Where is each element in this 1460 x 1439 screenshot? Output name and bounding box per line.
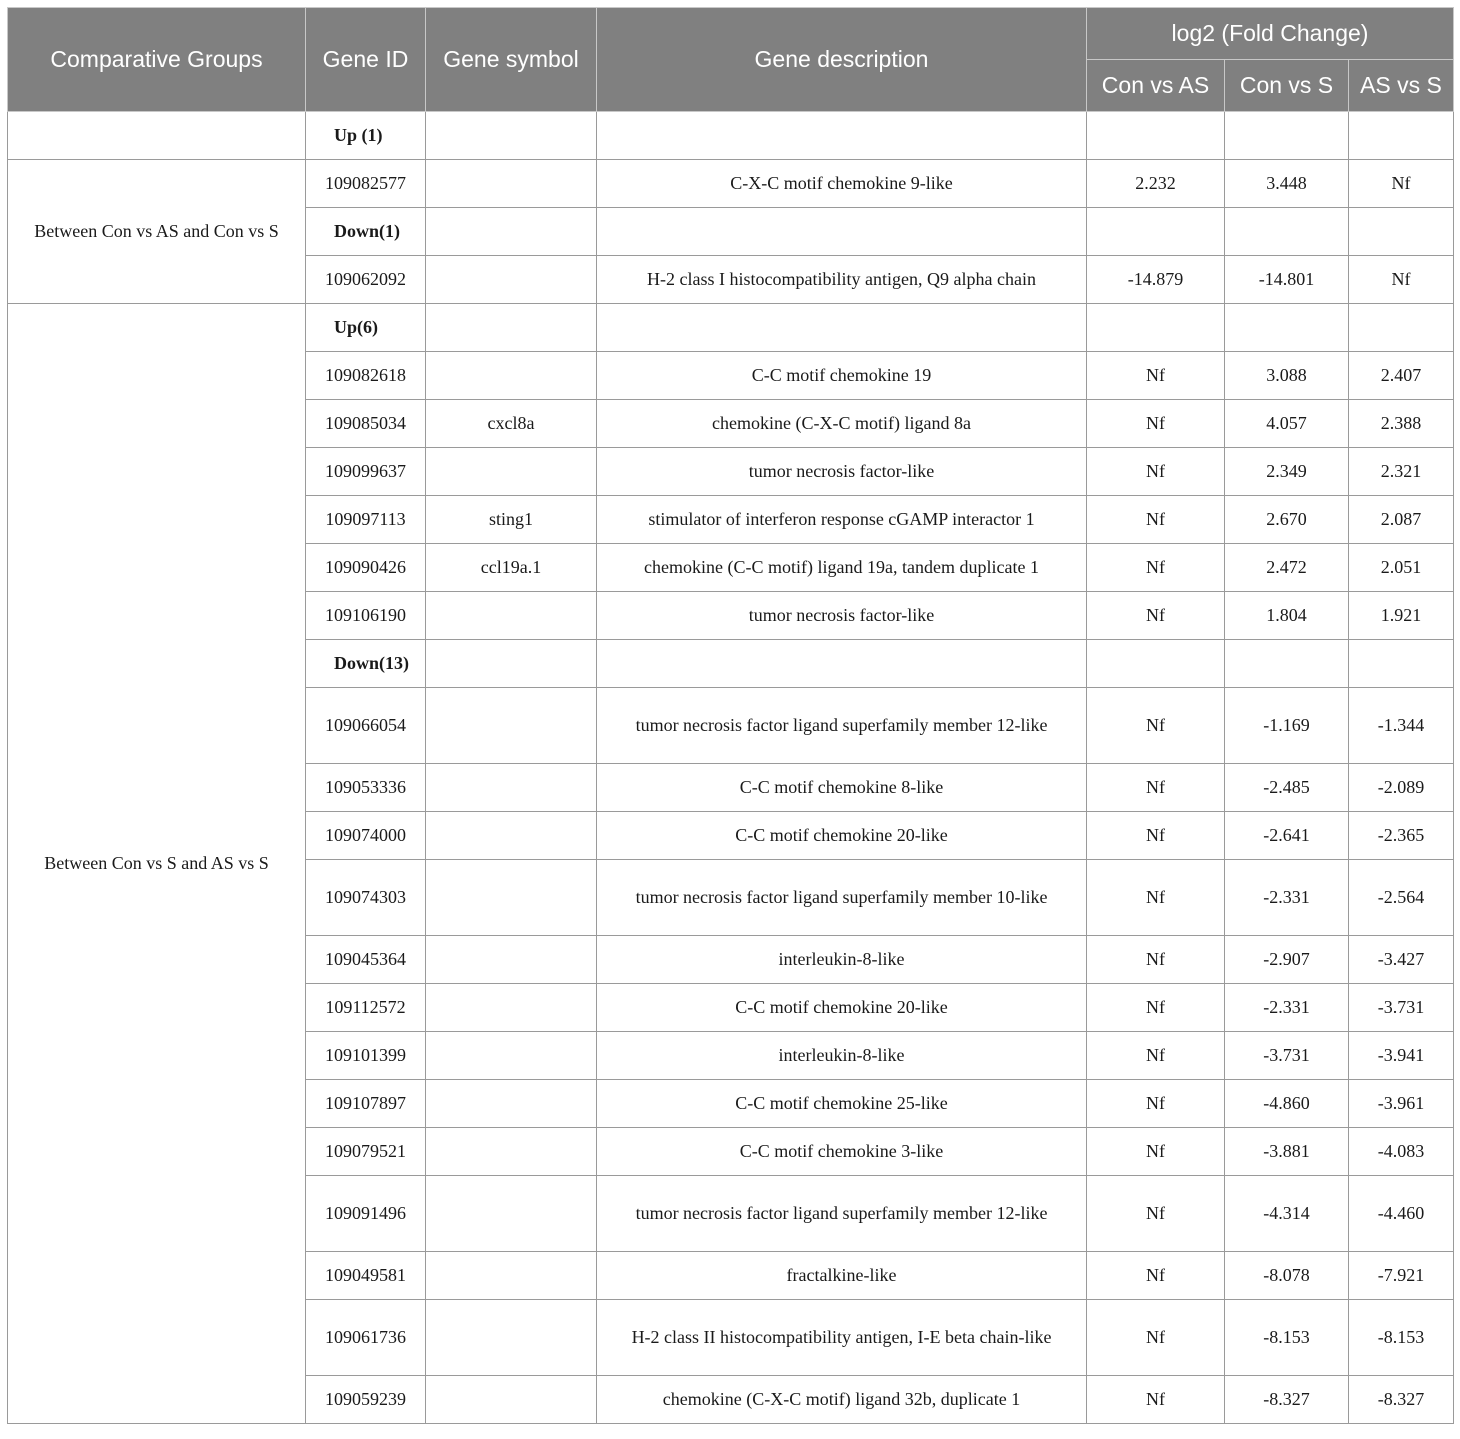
as-vs-s-cell: Nf bbox=[1349, 256, 1454, 304]
gene-id-cell: 109085034 bbox=[306, 400, 426, 448]
gene-description-cell: tumor necrosis factor ligand superfamily member 10-like bbox=[597, 860, 1087, 936]
as-vs-s-cell: 2.087 bbox=[1349, 496, 1454, 544]
con-vs-s-cell: 1.804 bbox=[1225, 592, 1349, 640]
header-gene-id: Gene ID bbox=[306, 8, 426, 112]
con-vs-as-cell: Nf bbox=[1087, 1376, 1225, 1424]
gene-id-cell: 109074000 bbox=[306, 812, 426, 860]
gene-symbol-cell bbox=[426, 688, 597, 764]
header-con-vs-s: Con vs S bbox=[1225, 60, 1349, 112]
gene-description-cell: chemokine (C-X-C motif) ligand 8a bbox=[597, 400, 1087, 448]
empty-cell bbox=[1225, 112, 1349, 160]
gene-description-cell: chemokine (C-X-C motif) ligand 32b, duplicate 1 bbox=[597, 1376, 1087, 1424]
con-vs-s-cell: 2.670 bbox=[1225, 496, 1349, 544]
group-name: Between Con vs S and AS vs S bbox=[8, 304, 306, 1424]
con-vs-s-cell: -3.731 bbox=[1225, 1032, 1349, 1080]
con-vs-as-cell: Nf bbox=[1087, 1128, 1225, 1176]
con-vs-as-cell: Nf bbox=[1087, 812, 1225, 860]
gene-id-cell: 109099637 bbox=[306, 448, 426, 496]
empty-cell bbox=[426, 208, 597, 256]
as-vs-s-cell: -2.365 bbox=[1349, 812, 1454, 860]
empty-cell bbox=[1225, 208, 1349, 256]
con-vs-as-cell: Nf bbox=[1087, 764, 1225, 812]
gene-symbol-cell bbox=[426, 1032, 597, 1080]
table-header bbox=[8, 8, 1454, 112]
con-vs-s-cell: -2.907 bbox=[1225, 936, 1349, 984]
down-label: Down(13) bbox=[306, 640, 426, 688]
con-vs-as-cell: Nf bbox=[1087, 1032, 1225, 1080]
gene-id-cell: 109107897 bbox=[306, 1080, 426, 1128]
gene-symbol-cell bbox=[426, 1300, 597, 1376]
header-con-vs-as: Con vs AS bbox=[1087, 60, 1225, 112]
gene-description-cell: C-C motif chemokine 8-like bbox=[597, 764, 1087, 812]
con-vs-s-cell: -4.860 bbox=[1225, 1080, 1349, 1128]
con-vs-as-cell: Nf bbox=[1087, 448, 1225, 496]
as-vs-s-cell: 1.921 bbox=[1349, 592, 1454, 640]
gene-symbol-cell bbox=[426, 1080, 597, 1128]
as-vs-s-cell: -7.921 bbox=[1349, 1252, 1454, 1300]
table-row bbox=[8, 160, 1454, 208]
section-label-row bbox=[8, 304, 1454, 352]
empty-cell bbox=[426, 640, 597, 688]
as-vs-s-cell: -8.327 bbox=[1349, 1376, 1454, 1424]
as-vs-s-cell: -1.344 bbox=[1349, 688, 1454, 764]
as-vs-s-cell: 2.051 bbox=[1349, 544, 1454, 592]
gene-symbol-cell: ccl19a.1 bbox=[426, 544, 597, 592]
as-vs-s-cell: -3.427 bbox=[1349, 936, 1454, 984]
gene-id-cell: 109106190 bbox=[306, 592, 426, 640]
gene-id-cell: 109082618 bbox=[306, 352, 426, 400]
header-gene-description: Gene description bbox=[597, 8, 1087, 112]
con-vs-s-cell: -1.169 bbox=[1225, 688, 1349, 764]
gene-id-cell: 109066054 bbox=[306, 688, 426, 764]
gene-symbol-cell bbox=[426, 1128, 597, 1176]
header-gene-symbol: Gene symbol bbox=[426, 8, 597, 112]
as-vs-s-cell: 2.407 bbox=[1349, 352, 1454, 400]
con-vs-s-cell: -4.314 bbox=[1225, 1176, 1349, 1252]
gene-symbol-cell bbox=[426, 256, 597, 304]
gene-description-cell: fractalkine-like bbox=[597, 1252, 1087, 1300]
empty-cell bbox=[597, 112, 1087, 160]
gene-symbol-cell bbox=[426, 448, 597, 496]
as-vs-s-cell: -2.564 bbox=[1349, 860, 1454, 936]
con-vs-as-cell: Nf bbox=[1087, 860, 1225, 936]
gene-description-cell: H-2 class II histocompatibility antigen, I-E beta chain-like bbox=[597, 1300, 1087, 1376]
gene-id-cell: 109079521 bbox=[306, 1128, 426, 1176]
gene-symbol-cell bbox=[426, 160, 597, 208]
empty-cell bbox=[1087, 112, 1225, 160]
gene-symbol-cell bbox=[426, 860, 597, 936]
empty-cell bbox=[1087, 640, 1225, 688]
con-vs-s-cell: -3.881 bbox=[1225, 1128, 1349, 1176]
gene-description-cell: stimulator of interferon response cGAMP interactor 1 bbox=[597, 496, 1087, 544]
gene-description-cell: interleukin-8-like bbox=[597, 936, 1087, 984]
down-label: Down(1) bbox=[306, 208, 426, 256]
gene-symbol-cell bbox=[426, 352, 597, 400]
gene-symbol-cell: cxcl8a bbox=[426, 400, 597, 448]
as-vs-s-cell: -3.731 bbox=[1349, 984, 1454, 1032]
gene-symbol-cell bbox=[426, 764, 597, 812]
con-vs-s-cell: 2.472 bbox=[1225, 544, 1349, 592]
up-label: Up (1) bbox=[306, 112, 426, 160]
gene-description-cell: C-C motif chemokine 25-like bbox=[597, 1080, 1087, 1128]
empty-cell bbox=[426, 304, 597, 352]
header-comparative-groups: Comparative Groups bbox=[8, 8, 306, 112]
empty-cell bbox=[1087, 304, 1225, 352]
gene-expression-table bbox=[7, 7, 1454, 1424]
empty-cell bbox=[1225, 304, 1349, 352]
gene-symbol-cell bbox=[426, 1376, 597, 1424]
table-body bbox=[8, 112, 1454, 1424]
empty-cell bbox=[1349, 112, 1454, 160]
con-vs-s-cell: -8.327 bbox=[1225, 1376, 1349, 1424]
gene-description-cell: chemokine (C-C motif) ligand 19a, tandem duplicate 1 bbox=[597, 544, 1087, 592]
empty-cell bbox=[597, 640, 1087, 688]
con-vs-s-cell: 2.349 bbox=[1225, 448, 1349, 496]
gene-symbol-cell bbox=[426, 812, 597, 860]
gene-symbol-cell bbox=[426, 984, 597, 1032]
gene-id-cell: 109082577 bbox=[306, 160, 426, 208]
gene-symbol-cell: sting1 bbox=[426, 496, 597, 544]
gene-id-cell: 109045364 bbox=[306, 936, 426, 984]
con-vs-s-cell: -8.153 bbox=[1225, 1300, 1349, 1376]
con-vs-as-cell: Nf bbox=[1087, 592, 1225, 640]
section-label-row bbox=[8, 112, 1454, 160]
con-vs-s-cell: -2.331 bbox=[1225, 860, 1349, 936]
gene-id-cell: 109091496 bbox=[306, 1176, 426, 1252]
as-vs-s-cell: -3.941 bbox=[1349, 1032, 1454, 1080]
empty-cell bbox=[1349, 640, 1454, 688]
empty-cell bbox=[1349, 304, 1454, 352]
gene-description-cell: C-C motif chemokine 3-like bbox=[597, 1128, 1087, 1176]
con-vs-as-cell: Nf bbox=[1087, 1080, 1225, 1128]
con-vs-as-cell: Nf bbox=[1087, 496, 1225, 544]
header-as-vs-s: AS vs S bbox=[1349, 60, 1454, 112]
gene-id-cell: 109097113 bbox=[306, 496, 426, 544]
as-vs-s-cell: 2.321 bbox=[1349, 448, 1454, 496]
empty-cell bbox=[1087, 208, 1225, 256]
con-vs-s-cell: -2.485 bbox=[1225, 764, 1349, 812]
con-vs-s-cell: 3.448 bbox=[1225, 160, 1349, 208]
con-vs-as-cell: Nf bbox=[1087, 688, 1225, 764]
con-vs-as-cell: Nf bbox=[1087, 544, 1225, 592]
gene-symbol-cell bbox=[426, 1252, 597, 1300]
con-vs-as-cell: Nf bbox=[1087, 1300, 1225, 1376]
gene-id-cell: 109059239 bbox=[306, 1376, 426, 1424]
con-vs-as-cell: Nf bbox=[1087, 984, 1225, 1032]
con-vs-s-cell: 4.057 bbox=[1225, 400, 1349, 448]
gene-symbol-cell bbox=[426, 1176, 597, 1252]
as-vs-s-cell: -4.460 bbox=[1349, 1176, 1454, 1252]
as-vs-s-cell: 2.388 bbox=[1349, 400, 1454, 448]
gene-id-cell: 109112572 bbox=[306, 984, 426, 1032]
con-vs-as-cell: Nf bbox=[1087, 1176, 1225, 1252]
gene-description-cell: tumor necrosis factor-like bbox=[597, 448, 1087, 496]
gene-description-cell: tumor necrosis factor-like bbox=[597, 592, 1087, 640]
con-vs-as-cell: Nf bbox=[1087, 936, 1225, 984]
header-log2-fold-change: log2 (Fold Change) bbox=[1087, 8, 1454, 60]
gene-description-cell: C-C motif chemokine 20-like bbox=[597, 984, 1087, 1032]
gene-id-cell: 109049581 bbox=[306, 1252, 426, 1300]
gene-description-cell: H-2 class I histocompatibility antigen, Q9 alpha chain bbox=[597, 256, 1087, 304]
up-label: Up(6) bbox=[306, 304, 426, 352]
as-vs-s-cell: -8.153 bbox=[1349, 1300, 1454, 1376]
gene-id-cell: 109074303 bbox=[306, 860, 426, 936]
con-vs-as-cell: 2.232 bbox=[1087, 160, 1225, 208]
empty-cell bbox=[597, 304, 1087, 352]
con-vs-s-cell: -2.331 bbox=[1225, 984, 1349, 1032]
gene-id-cell: 109101399 bbox=[306, 1032, 426, 1080]
gene-id-cell: 109062092 bbox=[306, 256, 426, 304]
gene-description-cell: interleukin-8-like bbox=[597, 1032, 1087, 1080]
empty-cell bbox=[1225, 640, 1349, 688]
gene-symbol-cell bbox=[426, 592, 597, 640]
as-vs-s-cell: -3.961 bbox=[1349, 1080, 1454, 1128]
as-vs-s-cell: -4.083 bbox=[1349, 1128, 1454, 1176]
con-vs-s-cell: 3.088 bbox=[1225, 352, 1349, 400]
empty-cell bbox=[597, 208, 1087, 256]
empty-cell bbox=[8, 112, 306, 160]
gene-description-cell: tumor necrosis factor ligand superfamily member 12-like bbox=[597, 1176, 1087, 1252]
as-vs-s-cell: Nf bbox=[1349, 160, 1454, 208]
con-vs-as-cell: Nf bbox=[1087, 1252, 1225, 1300]
gene-id-cell: 109053336 bbox=[306, 764, 426, 812]
con-vs-s-cell: -2.641 bbox=[1225, 812, 1349, 860]
con-vs-as-cell: -14.879 bbox=[1087, 256, 1225, 304]
gene-description-cell: C-X-C motif chemokine 9-like bbox=[597, 160, 1087, 208]
gene-id-cell: 109090426 bbox=[306, 544, 426, 592]
con-vs-as-cell: Nf bbox=[1087, 352, 1225, 400]
con-vs-s-cell: -8.078 bbox=[1225, 1252, 1349, 1300]
con-vs-as-cell: Nf bbox=[1087, 400, 1225, 448]
gene-description-cell: C-C motif chemokine 20-like bbox=[597, 812, 1087, 860]
as-vs-s-cell: -2.089 bbox=[1349, 764, 1454, 812]
gene-description-cell: C-C motif chemokine 19 bbox=[597, 352, 1087, 400]
empty-cell bbox=[426, 112, 597, 160]
gene-description-cell: tumor necrosis factor ligand superfamily member 12-like bbox=[597, 688, 1087, 764]
group-name: Between Con vs AS and Con vs S bbox=[8, 160, 306, 304]
con-vs-s-cell: -14.801 bbox=[1225, 256, 1349, 304]
gene-id-cell: 109061736 bbox=[306, 1300, 426, 1376]
empty-cell bbox=[1349, 208, 1454, 256]
gene-symbol-cell bbox=[426, 936, 597, 984]
